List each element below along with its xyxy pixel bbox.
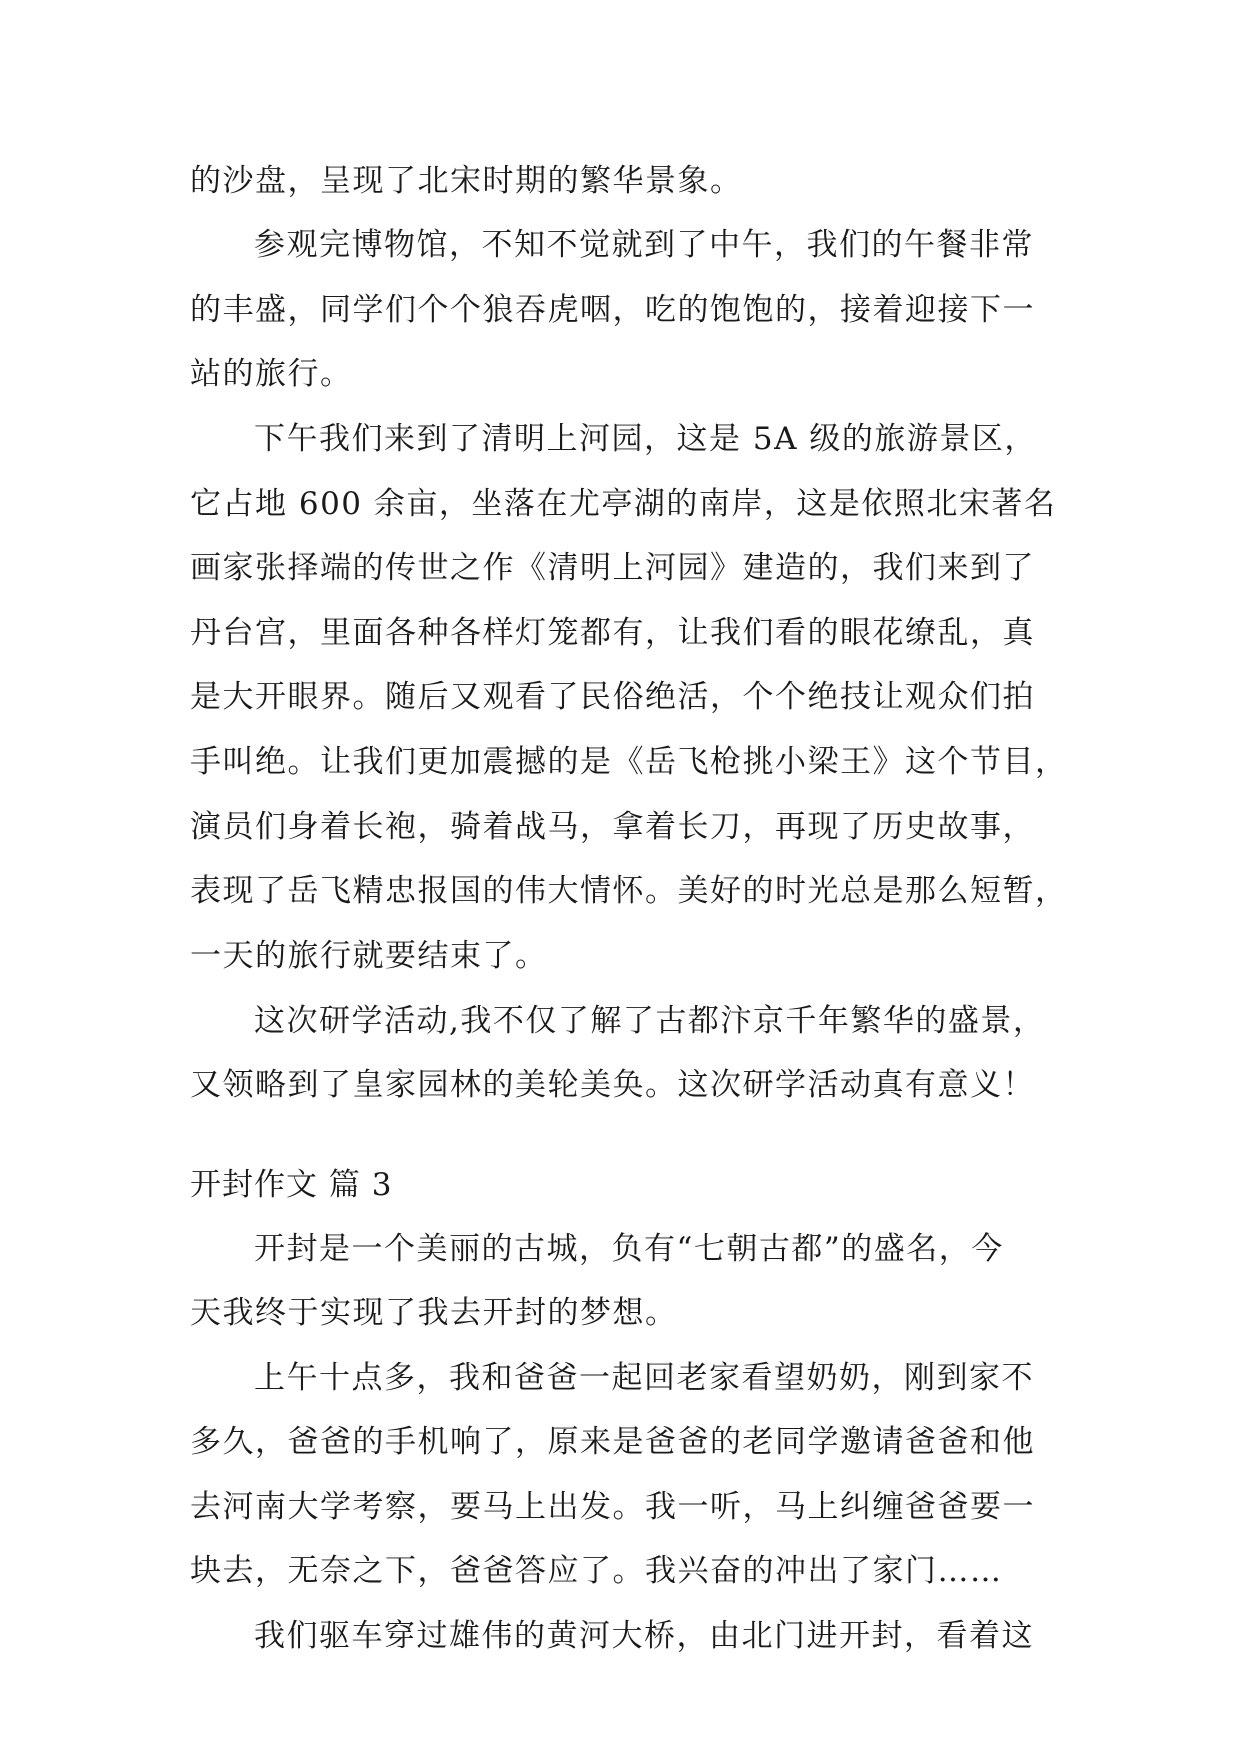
text-line: 的丰盛，同学们个个狼吞虎咽，吃的饱饱的，接着迎接下一 <box>190 292 1035 328</box>
text-line: 一天的旅行就要结束了。 <box>190 938 548 974</box>
text-line: 站的旅行。 <box>190 356 353 392</box>
text-line: 演员们身着长袍，骑着战马，拿着长刀，再现了历史故事， <box>190 809 1035 845</box>
paragraph-start-line: 我们驱车穿过雄伟的黄河大桥，由北门进开封，看着这 <box>254 1618 1034 1654</box>
paragraph-start-line: 这次研学活动,我不仅了解了古都汴京千年繁华的盛景， <box>254 1003 1046 1039</box>
text-line: 画家张择端的传世之作《清明上河园》建造的，我们来到了 <box>190 550 1035 586</box>
paragraph-start-line: 上午十点多，我和爸爸一起回老家看望奶奶，刚到家不 <box>254 1360 1034 1396</box>
text-line: 的沙盘，呈现了北宋时期的繁华景象。 <box>190 163 743 199</box>
text-line: 又领略到了皇家园林的美轮美奂。这次研学活动真有意义！ <box>190 1067 1035 1103</box>
paragraph-start-line: 下午我们来到了清明上河园，这是 5A 级的旅游景区， <box>254 421 1037 457</box>
text-line: 天我终于实现了我去开封的梦想。 <box>190 1295 678 1331</box>
text-line: 是大开眼界。随后又观看了民俗绝活，个个绝技让观众们拍 <box>190 679 1035 715</box>
text-line: 它占地 600 余亩，坐落在尤亭湖的南岸，这是依照北宋著名 <box>190 486 1057 522</box>
text-line: 多久，爸爸的手机响了，原来是爸爸的老同学邀请爸爸和他 <box>190 1424 1035 1460</box>
text-line: 块去，无奈之下，爸爸答应了。我兴奋的冲出了家门…… <box>190 1553 1003 1589</box>
text-line: 手叫绝。让我们更加震撼的是《岳飞枪挑小梁王》这个节目， <box>190 744 1068 780</box>
text-line: 丹台宫，里面各种各样灯笼都有，让我们看的眼花缭乱，真 <box>190 615 1035 651</box>
text-line: 表现了岳飞精忠报国的伟大情怀。美好的时光总是那么短暂， <box>190 873 1068 909</box>
text-line: 去河南大学考察，要马上出发。我一听，马上纠缠爸爸要一 <box>190 1489 1035 1525</box>
paragraph-start-line: 开封是一个美丽的古城，负有“七朝古都”的盛名，今 <box>254 1231 1004 1267</box>
paragraph-start-line: 参观完博物馆，不知不觉就到了中午，我们的午餐非常 <box>254 227 1034 263</box>
section-heading: 开封作文 篇 3 <box>190 1167 393 1203</box>
